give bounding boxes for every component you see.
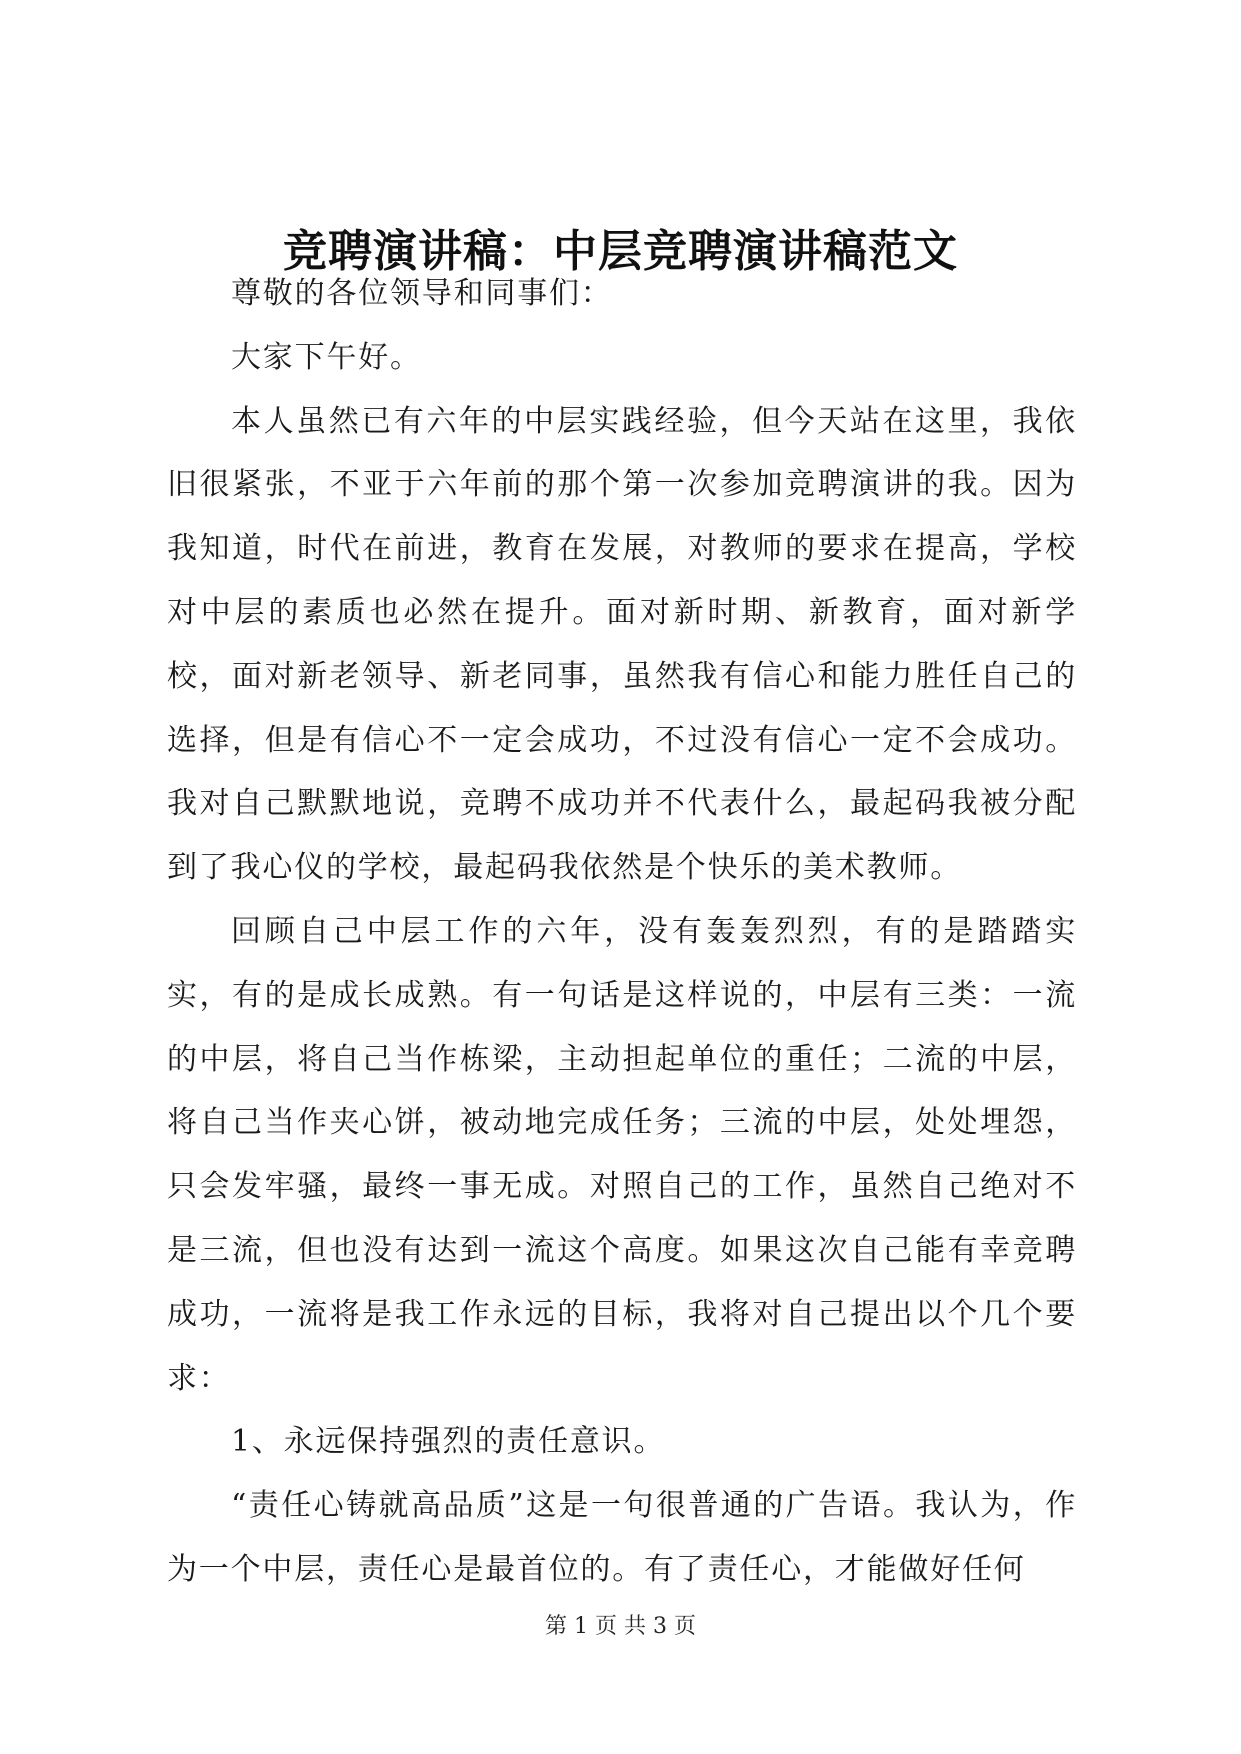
paragraph-responsibility: “责任心铸就高品质”这是一句很普通的广告语。我认为，作为一个中层，责任心是最首位的。有了责任心，才能做好任何 bbox=[167, 1488, 1077, 1587]
paragraph-review: 回顾自己中层工作的六年，没有轰轰烈烈，有的是踏踏实实，有的是成长成熟。有一句话是这样说的，中层有三类：一流的中层，将自己当作栋梁，主动担起单位的重任；二流的中层，将自己当作夹心饼，被动地完成任务；三流的中层，处处埋怨，只会发牢骚，最终一事无成。对照自己的工作，虽然自己绝对不是三流，但也没有达到一流这个高度。如果这次自己能有幸竞聘成功，一流将是我工作永远的目标，我将对自己提出以个几个要求： bbox=[167, 913, 1077, 1396]
document-title: 竞聘演讲稿：中层竞聘演讲稿范文 bbox=[283, 226, 958, 277]
document-body bbox=[167, 262, 1077, 1602]
page-number-footer: 第 1 页 共 3 页 bbox=[545, 1614, 696, 1639]
paragraph-salutation: 尊敬的各位领导和同事们： bbox=[231, 276, 613, 311]
paragraph-greeting: 大家下午好。 bbox=[231, 339, 422, 375]
paragraph-requirement-heading: 1、永远保持强烈的责任意识。 bbox=[231, 1424, 666, 1460]
paragraph-introduction: 本人虽然已有六年的中层实践经验，但今天站在这里，我依旧很紧张，不亚于六年前的那个第一次参加竞聘演讲的我。因为我知道，时代在前进，教育在发展，对教师的要求在提高，学校对中层的素质也必然在提升。面对新时期、新教育，面对新学校，面对新老领导、新老同事，虽然我有信心和能力胜任自己的选择，但是有信心不一定会成功，不过没有信心一定不会成功。我对自己默默地说，竞聘不成功并不代表什么，最起码我被分配到了我心仪的学校，最起码我依然是个快乐的美术教师。 bbox=[167, 403, 1077, 886]
